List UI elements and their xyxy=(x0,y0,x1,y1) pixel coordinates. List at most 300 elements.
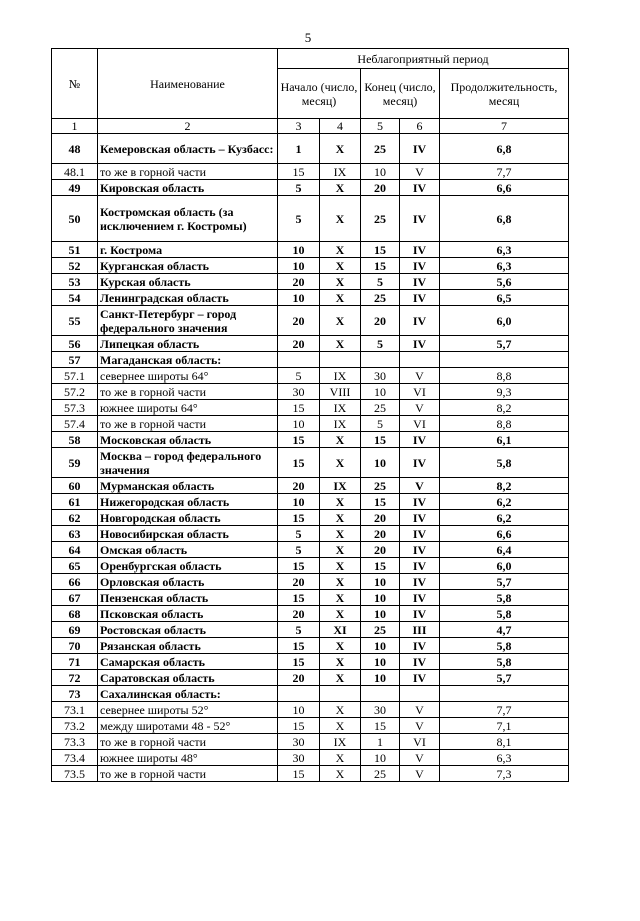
cell-end-month: IV xyxy=(400,542,440,558)
cell-start-month: X xyxy=(320,134,361,164)
table-row xyxy=(52,526,569,542)
cell-num: 62 xyxy=(52,510,98,526)
cell-duration: 9,3 xyxy=(440,384,569,400)
cell-start-month: X xyxy=(320,196,361,242)
cell-start-month: X xyxy=(320,574,361,590)
cell-start-day: 5 xyxy=(278,622,320,638)
cell-start-day: 20 xyxy=(278,306,320,336)
cell-duration: 6,1 xyxy=(440,432,569,448)
cell-end-month xyxy=(400,686,440,702)
cell-end-day: 15 xyxy=(361,432,400,448)
cell-num: 50 xyxy=(52,196,98,242)
table-row xyxy=(52,196,569,242)
cell-duration: 8,1 xyxy=(440,734,569,750)
cell-end-month: V xyxy=(400,750,440,766)
cell-start-day: 15 xyxy=(278,766,320,782)
cell-num: 48.1 xyxy=(52,164,98,180)
cell-duration: 8,2 xyxy=(440,400,569,416)
cell-name: то же в горной части xyxy=(98,384,278,400)
cell-duration: 5,8 xyxy=(440,590,569,606)
cell-start-month xyxy=(320,686,361,702)
cell-num: 57.3 xyxy=(52,400,98,416)
table-row xyxy=(52,670,569,686)
column-number: 4 xyxy=(320,119,361,134)
header-end: Конец (число, месяц) xyxy=(361,69,440,119)
table-row xyxy=(52,606,569,622)
cell-end-day xyxy=(361,352,400,368)
cell-name: Омская область xyxy=(98,542,278,558)
cell-name: Саратовская область xyxy=(98,670,278,686)
cell-end-day: 20 xyxy=(361,180,400,196)
cell-end-day: 15 xyxy=(361,718,400,734)
cell-name: Курская область xyxy=(98,274,278,290)
cell-duration: 5,8 xyxy=(440,654,569,670)
cell-end-day: 20 xyxy=(361,306,400,336)
cell-duration: 7,7 xyxy=(440,702,569,718)
cell-end-day xyxy=(361,686,400,702)
cell-start-month: X xyxy=(320,702,361,718)
cell-duration: 6,0 xyxy=(440,306,569,336)
cell-start-day: 15 xyxy=(278,448,320,478)
cell-start-month: X xyxy=(320,526,361,542)
cell-start-day: 15 xyxy=(278,558,320,574)
cell-duration: 5,6 xyxy=(440,274,569,290)
table-row xyxy=(52,242,569,258)
table-row xyxy=(52,686,569,702)
cell-end-month: IV xyxy=(400,242,440,258)
cell-name: Ростовская область xyxy=(98,622,278,638)
cell-num: 71 xyxy=(52,654,98,670)
cell-start-month: IX xyxy=(320,416,361,432)
cell-duration: 6,0 xyxy=(440,558,569,574)
table-row xyxy=(52,400,569,416)
cell-duration: 6,3 xyxy=(440,258,569,274)
cell-num: 66 xyxy=(52,574,98,590)
cell-end-month: IV xyxy=(400,274,440,290)
table-row xyxy=(52,494,569,510)
cell-num: 57.4 xyxy=(52,416,98,432)
cell-start-day: 10 xyxy=(278,416,320,432)
cell-start-day: 15 xyxy=(278,590,320,606)
table-row xyxy=(52,290,569,306)
cell-start-month: IX xyxy=(320,368,361,384)
cell-name: Кировская область xyxy=(98,180,278,196)
cell-end-month: IV xyxy=(400,654,440,670)
cell-start-month: X xyxy=(320,558,361,574)
table-row xyxy=(52,478,569,494)
cell-name: Санкт-Петербург – город федерального значения xyxy=(98,306,278,336)
cell-start-month: IX xyxy=(320,164,361,180)
cell-start-day: 15 xyxy=(278,400,320,416)
cell-end-day: 25 xyxy=(361,400,400,416)
cell-name: Магаданская область: xyxy=(98,352,278,368)
cell-end-month: IV xyxy=(400,574,440,590)
table-row xyxy=(52,638,569,654)
cell-start-month: X xyxy=(320,654,361,670)
cell-start-month: IX xyxy=(320,400,361,416)
cell-start-day: 30 xyxy=(278,750,320,766)
cell-end-month: III xyxy=(400,622,440,638)
cell-name: г. Кострома xyxy=(98,242,278,258)
table-row xyxy=(52,164,569,180)
cell-name: Москва – город федерального значения xyxy=(98,448,278,478)
cell-duration: 8,2 xyxy=(440,478,569,494)
cell-name: Ленинградская область xyxy=(98,290,278,306)
cell-start-day: 10 xyxy=(278,242,320,258)
cell-start-day: 10 xyxy=(278,494,320,510)
table-header xyxy=(52,49,569,134)
cell-duration: 6,6 xyxy=(440,526,569,542)
table-row xyxy=(52,134,569,164)
column-number: 1 xyxy=(52,119,98,134)
cell-start-month: X xyxy=(320,336,361,352)
cell-duration: 6,3 xyxy=(440,242,569,258)
table-row xyxy=(52,258,569,274)
cell-num: 49 xyxy=(52,180,98,196)
cell-name: Новгородская область xyxy=(98,510,278,526)
cell-duration: 5,8 xyxy=(440,448,569,478)
header-start: Начало (число, месяц) xyxy=(278,69,361,119)
cell-end-day: 30 xyxy=(361,368,400,384)
cell-name: то же в горной части xyxy=(98,164,278,180)
cell-end-month: IV xyxy=(400,448,440,478)
cell-end-day: 15 xyxy=(361,558,400,574)
table-row xyxy=(52,750,569,766)
cell-end-month: IV xyxy=(400,558,440,574)
cell-end-day: 10 xyxy=(361,448,400,478)
cell-name: Курганская область xyxy=(98,258,278,274)
cell-end-day: 10 xyxy=(361,606,400,622)
table-row xyxy=(52,368,569,384)
table-row xyxy=(52,432,569,448)
cell-name: севернее широты 64° xyxy=(98,368,278,384)
column-number: 2 xyxy=(98,119,278,134)
cell-start-month: IX xyxy=(320,478,361,494)
table-row xyxy=(52,558,569,574)
cell-num: 73.5 xyxy=(52,766,98,782)
cell-name: то же в горной части xyxy=(98,766,278,782)
cell-end-month: VI xyxy=(400,384,440,400)
cell-end-day: 25 xyxy=(361,622,400,638)
cell-start-month xyxy=(320,352,361,368)
cell-duration: 6,2 xyxy=(440,510,569,526)
cell-name: то же в горной части xyxy=(98,734,278,750)
cell-name: южнее широты 48° xyxy=(98,750,278,766)
cell-start-day: 20 xyxy=(278,574,320,590)
cell-end-day: 1 xyxy=(361,734,400,750)
cell-num: 53 xyxy=(52,274,98,290)
cell-start-month: XI xyxy=(320,622,361,638)
table-body xyxy=(52,134,569,782)
cell-num: 61 xyxy=(52,494,98,510)
cell-end-month: IV xyxy=(400,134,440,164)
cell-start-month: X xyxy=(320,290,361,306)
table-row xyxy=(52,180,569,196)
table-row xyxy=(52,542,569,558)
cell-start-day: 20 xyxy=(278,606,320,622)
cell-num: 73.3 xyxy=(52,734,98,750)
cell-start-month: X xyxy=(320,258,361,274)
cell-start-day: 5 xyxy=(278,180,320,196)
cell-duration: 5,8 xyxy=(440,638,569,654)
cell-start-day: 20 xyxy=(278,670,320,686)
column-number-row xyxy=(52,119,569,134)
column-number: 3 xyxy=(278,119,320,134)
cell-duration: 5,8 xyxy=(440,606,569,622)
cell-start-day: 20 xyxy=(278,336,320,352)
cell-end-day: 25 xyxy=(361,290,400,306)
table-row xyxy=(52,702,569,718)
cell-end-month: V xyxy=(400,702,440,718)
cell-num: 57.1 xyxy=(52,368,98,384)
cell-name: Костромская область (за исключением г. Костромы) xyxy=(98,196,278,242)
cell-start-month: X xyxy=(320,510,361,526)
page-number: 5 xyxy=(304,30,312,45)
cell-start-day: 5 xyxy=(278,526,320,542)
cell-end-day: 5 xyxy=(361,336,400,352)
cell-start-day: 5 xyxy=(278,196,320,242)
cell-end-day: 10 xyxy=(361,590,400,606)
cell-name: южнее широты 64° xyxy=(98,400,278,416)
header-period: Неблагоприятный период xyxy=(278,49,569,69)
cell-num: 55 xyxy=(52,306,98,336)
column-number: 7 xyxy=(440,119,569,134)
table-row xyxy=(52,766,569,782)
cell-end-day: 15 xyxy=(361,242,400,258)
cell-duration xyxy=(440,686,569,702)
cell-end-day: 10 xyxy=(361,750,400,766)
cell-start-day: 15 xyxy=(278,510,320,526)
cell-duration: 5,7 xyxy=(440,670,569,686)
cell-start-month: X xyxy=(320,494,361,510)
cell-duration: 7,7 xyxy=(440,164,569,180)
cell-name: Новосибирская область xyxy=(98,526,278,542)
cell-end-month: IV xyxy=(400,336,440,352)
cell-end-day: 10 xyxy=(361,574,400,590)
cell-name: Псковская область xyxy=(98,606,278,622)
cell-name: Самарская область xyxy=(98,654,278,670)
cell-end-month: VI xyxy=(400,416,440,432)
cell-end-day: 25 xyxy=(361,478,400,494)
cell-duration: 6,3 xyxy=(440,750,569,766)
cell-end-day: 30 xyxy=(361,702,400,718)
cell-end-day: 15 xyxy=(361,258,400,274)
cell-duration: 5,7 xyxy=(440,336,569,352)
cell-num: 73 xyxy=(52,686,98,702)
cell-end-day: 10 xyxy=(361,670,400,686)
cell-duration: 6,4 xyxy=(440,542,569,558)
table-row xyxy=(52,352,569,368)
cell-name: Кемеровская область – Кузбасс: xyxy=(98,134,278,164)
cell-name: Мурманская область xyxy=(98,478,278,494)
cell-duration: 4,7 xyxy=(440,622,569,638)
cell-end-month: IV xyxy=(400,196,440,242)
cell-end-month: IV xyxy=(400,494,440,510)
cell-start-month: X xyxy=(320,306,361,336)
cell-name: Рязанская область xyxy=(98,638,278,654)
table-row xyxy=(52,510,569,526)
cell-end-day: 25 xyxy=(361,134,400,164)
table-row xyxy=(52,622,569,638)
cell-name: Сахалинская область: xyxy=(98,686,278,702)
cell-end-month: IV xyxy=(400,670,440,686)
cell-end-day: 25 xyxy=(361,196,400,242)
cell-num: 58 xyxy=(52,432,98,448)
cell-name: севернее широты 52° xyxy=(98,702,278,718)
cell-end-day: 10 xyxy=(361,384,400,400)
cell-end-day: 10 xyxy=(361,164,400,180)
cell-name: Оренбургская область xyxy=(98,558,278,574)
cell-start-day: 10 xyxy=(278,702,320,718)
cell-name: Московская область xyxy=(98,432,278,448)
cell-duration: 6,8 xyxy=(440,134,569,164)
cell-num: 57.2 xyxy=(52,384,98,400)
table-row xyxy=(52,416,569,432)
cell-duration: 5,7 xyxy=(440,574,569,590)
cell-num: 56 xyxy=(52,336,98,352)
cell-start-day: 15 xyxy=(278,718,320,734)
cell-start-day: 15 xyxy=(278,638,320,654)
cell-end-month: V xyxy=(400,400,440,416)
header-name: Наименование xyxy=(98,49,278,119)
cell-start-month: X xyxy=(320,766,361,782)
column-number: 6 xyxy=(400,119,440,134)
cell-start-day: 30 xyxy=(278,734,320,750)
table-row xyxy=(52,574,569,590)
cell-end-month: IV xyxy=(400,258,440,274)
cell-num: 73.1 xyxy=(52,702,98,718)
cell-start-month: X xyxy=(320,542,361,558)
cell-end-month: IV xyxy=(400,290,440,306)
table-row xyxy=(52,718,569,734)
cell-end-month: V xyxy=(400,766,440,782)
cell-end-month: V xyxy=(400,368,440,384)
cell-end-day: 15 xyxy=(361,494,400,510)
cell-num: 57 xyxy=(52,352,98,368)
cell-start-month: X xyxy=(320,606,361,622)
cell-duration: 6,8 xyxy=(440,196,569,242)
cell-start-month: X xyxy=(320,638,361,654)
cell-num: 70 xyxy=(52,638,98,654)
table-row xyxy=(52,448,569,478)
cell-end-day: 20 xyxy=(361,510,400,526)
cell-start-month: X xyxy=(320,180,361,196)
cell-start-day: 15 xyxy=(278,164,320,180)
column-number: 5 xyxy=(361,119,400,134)
cell-name: Липецкая область xyxy=(98,336,278,352)
cell-num: 65 xyxy=(52,558,98,574)
cell-num: 48 xyxy=(52,134,98,164)
cell-start-day: 30 xyxy=(278,384,320,400)
cell-num: 59 xyxy=(52,448,98,478)
header-num: № xyxy=(52,49,98,119)
table-row xyxy=(52,654,569,670)
cell-num: 73.2 xyxy=(52,718,98,734)
table-row xyxy=(52,590,569,606)
cell-end-month: V xyxy=(400,478,440,494)
cell-start-month: X xyxy=(320,274,361,290)
cell-name: Нижегородская область xyxy=(98,494,278,510)
cell-start-month: X xyxy=(320,448,361,478)
cell-start-day xyxy=(278,352,320,368)
cell-duration: 6,2 xyxy=(440,494,569,510)
cell-start-month: X xyxy=(320,750,361,766)
cell-end-month: VI xyxy=(400,734,440,750)
cell-start-day xyxy=(278,686,320,702)
cell-num: 51 xyxy=(52,242,98,258)
cell-end-month: IV xyxy=(400,306,440,336)
cell-end-month xyxy=(400,352,440,368)
cell-duration: 8,8 xyxy=(440,416,569,432)
cell-start-day: 15 xyxy=(278,432,320,448)
cell-start-month: X xyxy=(320,590,361,606)
cell-name: между широтами 48 - 52° xyxy=(98,718,278,734)
cell-num: 52 xyxy=(52,258,98,274)
cell-duration: 8,8 xyxy=(440,368,569,384)
cell-duration: 6,6 xyxy=(440,180,569,196)
cell-end-month: IV xyxy=(400,510,440,526)
cell-end-month: IV xyxy=(400,606,440,622)
cell-end-month: V xyxy=(400,164,440,180)
cell-start-month: X xyxy=(320,670,361,686)
cell-end-day: 5 xyxy=(361,416,400,432)
header-duration: Продолжительность, месяц xyxy=(440,69,569,119)
cell-duration: 7,3 xyxy=(440,766,569,782)
table-row xyxy=(52,384,569,400)
cell-duration: 6,5 xyxy=(440,290,569,306)
cell-end-day: 5 xyxy=(361,274,400,290)
cell-start-day: 15 xyxy=(278,654,320,670)
cell-end-month: IV xyxy=(400,432,440,448)
cell-num: 60 xyxy=(52,478,98,494)
cell-start-month: X xyxy=(320,718,361,734)
cell-name: Пензенская область xyxy=(98,590,278,606)
cell-num: 63 xyxy=(52,526,98,542)
cell-start-day: 20 xyxy=(278,274,320,290)
cell-end-day: 20 xyxy=(361,542,400,558)
cell-num: 67 xyxy=(52,590,98,606)
cell-start-day: 5 xyxy=(278,542,320,558)
cell-num: 73.4 xyxy=(52,750,98,766)
climate-table xyxy=(51,48,569,782)
cell-num: 64 xyxy=(52,542,98,558)
table-row xyxy=(52,306,569,336)
cell-end-day: 10 xyxy=(361,654,400,670)
cell-start-day: 20 xyxy=(278,478,320,494)
cell-end-month: IV xyxy=(400,526,440,542)
cell-num: 69 xyxy=(52,622,98,638)
table-row xyxy=(52,274,569,290)
cell-start-month: X xyxy=(320,432,361,448)
cell-duration: 7,1 xyxy=(440,718,569,734)
cell-duration xyxy=(440,352,569,368)
cell-end-month: IV xyxy=(400,180,440,196)
cell-start-day: 5 xyxy=(278,368,320,384)
cell-num: 72 xyxy=(52,670,98,686)
cell-start-month: VIII xyxy=(320,384,361,400)
table-row xyxy=(52,734,569,750)
cell-start-day: 1 xyxy=(278,134,320,164)
cell-end-day: 10 xyxy=(361,638,400,654)
cell-end-day: 25 xyxy=(361,766,400,782)
cell-num: 68 xyxy=(52,606,98,622)
cell-end-month: V xyxy=(400,718,440,734)
cell-start-day: 10 xyxy=(278,258,320,274)
table-row xyxy=(52,336,569,352)
cell-name: Орловская область xyxy=(98,574,278,590)
cell-start-day: 10 xyxy=(278,290,320,306)
cell-end-month: IV xyxy=(400,590,440,606)
